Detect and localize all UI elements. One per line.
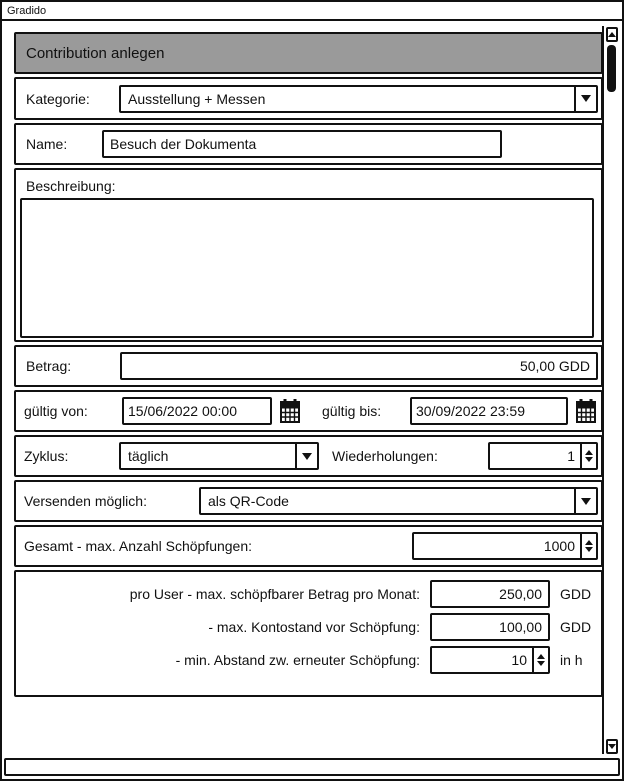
versenden-row xyxy=(14,480,603,522)
scroll-up-button[interactable] xyxy=(606,27,618,42)
beschreibung-textarea[interactable] xyxy=(20,198,594,338)
form-header xyxy=(14,32,603,74)
betrag-value: 50,00 GDD xyxy=(519,358,590,374)
gesamt-stepper[interactable] xyxy=(412,532,598,560)
max-betrag-value: 250,00 xyxy=(499,586,542,602)
stepper-arrows-icon[interactable] xyxy=(580,444,596,468)
name-input[interactable] xyxy=(102,130,502,158)
max-betrag-input[interactable] xyxy=(430,580,550,608)
zyklus-row xyxy=(14,435,603,477)
versenden-label: Versenden möglich: xyxy=(24,493,147,509)
beschreibung-row xyxy=(14,168,603,342)
max-kontostand-unit: GDD xyxy=(560,619,592,635)
window-titlebar[interactable] xyxy=(2,2,622,21)
name-value: Besuch der Dokumenta xyxy=(110,136,257,152)
max-kontostand-row xyxy=(24,612,593,642)
validity-row xyxy=(14,390,603,432)
window-content xyxy=(4,25,620,777)
betrag-label: Betrag: xyxy=(26,358,72,374)
window-title: Gradido xyxy=(7,4,47,17)
form-title: Contribution anlegen xyxy=(26,44,165,62)
max-betrag-label: pro User - max. schöpfbarer Betrag pro Monat: xyxy=(129,586,420,602)
gueltig-von-value: 15/06/2022 00:00 xyxy=(128,403,237,419)
chevron-down-icon[interactable] xyxy=(574,87,596,111)
max-betrag-row xyxy=(24,579,593,609)
wiederholungen-value: 1 xyxy=(567,448,575,464)
gueltig-bis-input[interactable] xyxy=(410,397,568,425)
kategorie-label: Kategorie: xyxy=(26,90,90,107)
pro-user-group xyxy=(14,570,603,697)
versenden-value: als QR-Code xyxy=(208,493,289,509)
gesamt-row xyxy=(14,525,603,567)
gueltig-von-label: gültig von: xyxy=(24,403,88,419)
max-betrag-unit: GDD xyxy=(560,586,592,602)
min-abstand-stepper[interactable] xyxy=(430,646,550,674)
contribution-form xyxy=(14,32,603,700)
chevron-down-icon[interactable] xyxy=(574,489,596,513)
zyklus-label: Zyklus: xyxy=(24,448,69,464)
gueltig-von-input[interactable] xyxy=(122,397,272,425)
zyklus-select[interactable] xyxy=(119,442,319,470)
vertical-scrollbar[interactable] xyxy=(602,26,619,754)
chevron-down-icon[interactable] xyxy=(295,444,317,468)
betrag-input[interactable] xyxy=(120,352,598,380)
stepper-arrows-icon[interactable] xyxy=(580,534,596,558)
versenden-select[interactable] xyxy=(199,487,598,515)
name-label: Name: xyxy=(26,136,68,152)
scroll-down-button[interactable] xyxy=(606,739,618,754)
min-abstand-label: - min. Abstand zw. erneuter Schöpfung: xyxy=(175,652,420,668)
wiederholungen-stepper[interactable] xyxy=(488,442,598,470)
max-kontostand-value: 100,00 xyxy=(499,619,542,635)
calendar-icon[interactable] xyxy=(576,399,596,424)
calendar-icon[interactable] xyxy=(280,399,300,424)
stepper-arrows-icon[interactable] xyxy=(532,648,548,672)
wiederholungen-label: Wiederholungen: xyxy=(332,448,438,464)
beschreibung-label: Beschreibung: xyxy=(26,178,116,194)
max-kontostand-label: - max. Kontostand vor Schöpfung: xyxy=(208,619,420,635)
scrollbar-thumb[interactable] xyxy=(607,45,616,92)
min-abstand-row xyxy=(24,645,593,675)
min-abstand-value: 10 xyxy=(511,652,527,668)
kategorie-select[interactable] xyxy=(119,85,598,113)
arrow-up-icon xyxy=(608,32,616,37)
gesamt-label: Gesamt - max. Anzahl Schöpfungen: xyxy=(24,538,253,554)
max-kontostand-input[interactable] xyxy=(430,613,550,641)
gesamt-value: 1000 xyxy=(543,538,575,554)
name-row xyxy=(14,123,603,165)
zyklus-value: täglich xyxy=(128,448,169,464)
betrag-row xyxy=(14,345,603,387)
kategorie-row xyxy=(14,77,603,120)
gueltig-bis-label: gültig bis: xyxy=(322,403,382,419)
kategorie-value: Ausstellung + Messen xyxy=(128,90,266,107)
arrow-down-icon xyxy=(608,744,616,749)
gueltig-bis-value: 30/09/2022 23:59 xyxy=(416,403,525,419)
horizontal-scrollbar[interactable] xyxy=(4,758,620,776)
min-abstand-unit: in h xyxy=(560,652,583,668)
